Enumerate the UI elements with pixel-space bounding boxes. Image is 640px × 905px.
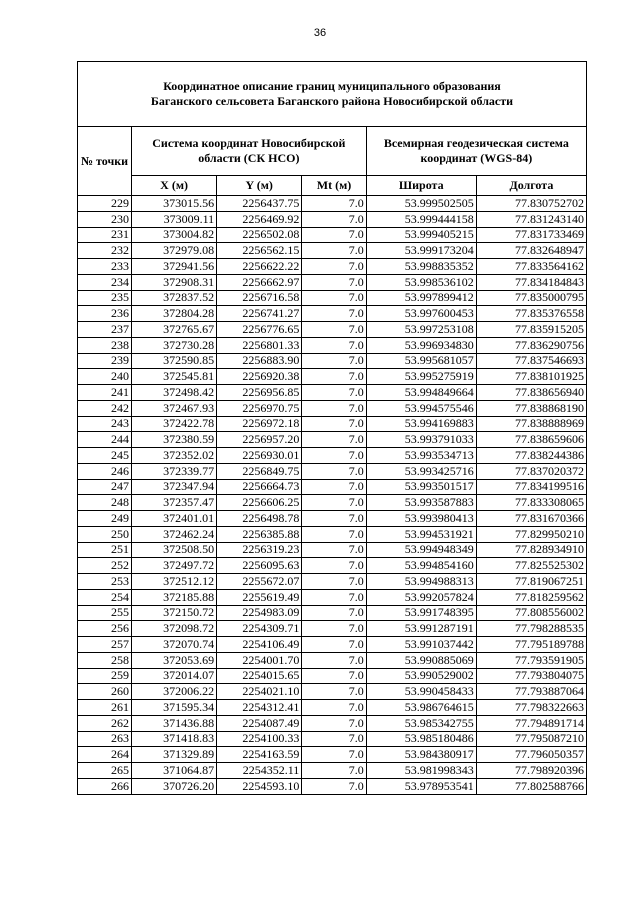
table-row [78, 778, 587, 794]
y-cell: 2256849.75 [217, 463, 302, 479]
header-local-system: Система координат Новосибирской области (СК НСО) [132, 127, 367, 176]
x-cell: 372401.01 [132, 511, 217, 527]
point-number-cell: 235 [78, 290, 132, 306]
table-row [78, 385, 587, 401]
table-row [78, 542, 587, 558]
table-row [78, 747, 587, 763]
header-wgs-system: Всемирная геодезическая система координат (WGS-84) [366, 127, 586, 176]
y-cell: 2256469.92 [217, 211, 302, 227]
table-row [78, 621, 587, 637]
mt-cell: 7.0 [302, 243, 366, 259]
latitude-cell: 53.990529002 [366, 668, 476, 684]
x-cell: 372422.78 [132, 416, 217, 432]
header-point-number: № точки [78, 127, 132, 196]
coordinate-rows [78, 196, 587, 795]
longitude-cell: 77.793591905 [476, 652, 586, 668]
point-number-cell: 236 [78, 306, 132, 322]
x-cell: 372979.08 [132, 243, 217, 259]
latitude-cell: 53.994988313 [366, 574, 476, 590]
table-row [78, 763, 587, 779]
mt-cell: 7.0 [302, 684, 366, 700]
y-cell: 2256957.20 [217, 432, 302, 448]
table-row [78, 684, 587, 700]
longitude-cell: 77.793804075 [476, 668, 586, 684]
latitude-cell: 53.991748395 [366, 605, 476, 621]
mt-cell: 7.0 [302, 715, 366, 731]
longitude-cell: 77.835915205 [476, 322, 586, 338]
point-number-cell: 232 [78, 243, 132, 259]
y-cell: 2254312.41 [217, 700, 302, 716]
longitude-cell: 77.828934910 [476, 542, 586, 558]
mt-cell: 7.0 [302, 337, 366, 353]
y-cell: 2254309.71 [217, 621, 302, 637]
table-row [78, 668, 587, 684]
table-row [78, 322, 587, 338]
mt-cell: 7.0 [302, 463, 366, 479]
mt-cell: 7.0 [302, 400, 366, 416]
longitude-cell: 77.830752702 [476, 196, 586, 212]
point-number-cell: 251 [78, 542, 132, 558]
longitude-cell: 77.835376558 [476, 306, 586, 322]
table-row [78, 558, 587, 574]
point-number-cell: 243 [78, 416, 132, 432]
latitude-cell: 53.994849664 [366, 385, 476, 401]
x-cell: 371329.89 [132, 747, 217, 763]
mt-cell: 7.0 [302, 652, 366, 668]
x-cell: 372014.07 [132, 668, 217, 684]
point-number-cell: 255 [78, 605, 132, 621]
mt-cell: 7.0 [302, 574, 366, 590]
longitude-cell: 77.834199516 [476, 479, 586, 495]
table-row [78, 337, 587, 353]
point-number-cell: 260 [78, 684, 132, 700]
latitude-cell: 53.994531921 [366, 526, 476, 542]
point-number-cell: 241 [78, 385, 132, 401]
y-cell: 2256741.27 [217, 306, 302, 322]
y-cell: 2256095.63 [217, 558, 302, 574]
point-number-cell: 230 [78, 211, 132, 227]
y-cell: 2256664.73 [217, 479, 302, 495]
point-number-cell: 247 [78, 479, 132, 495]
mt-cell: 7.0 [302, 369, 366, 385]
point-number-cell: 244 [78, 432, 132, 448]
longitude-cell: 77.819067251 [476, 574, 586, 590]
point-number-cell: 266 [78, 778, 132, 794]
title-line-2: Баганского сельсовета Баганского района Новосибирской области [150, 94, 514, 108]
table-row [78, 511, 587, 527]
mt-cell: 7.0 [302, 196, 366, 212]
longitude-cell: 77.838244386 [476, 448, 586, 464]
latitude-cell: 53.995275919 [366, 369, 476, 385]
x-cell: 372098.72 [132, 621, 217, 637]
latitude-cell: 53.993587883 [366, 495, 476, 511]
table-row [78, 448, 587, 464]
latitude-cell: 53.993425716 [366, 463, 476, 479]
x-cell: 373009.11 [132, 211, 217, 227]
mt-cell: 7.0 [302, 526, 366, 542]
longitude-cell: 77.837020372 [476, 463, 586, 479]
x-cell: 372467.93 [132, 400, 217, 416]
x-cell: 372730.28 [132, 337, 217, 353]
point-number-cell: 259 [78, 668, 132, 684]
mt-cell: 7.0 [302, 763, 366, 779]
latitude-cell: 53.994575546 [366, 400, 476, 416]
table-row [78, 589, 587, 605]
table-row [78, 227, 587, 243]
x-cell: 371436.88 [132, 715, 217, 731]
y-cell: 2254593.10 [217, 778, 302, 794]
point-number-cell: 229 [78, 196, 132, 212]
point-number-cell: 254 [78, 589, 132, 605]
table-row [78, 211, 587, 227]
mt-cell: 7.0 [302, 542, 366, 558]
y-cell: 2256319.23 [217, 542, 302, 558]
longitude-cell: 77.831670366 [476, 511, 586, 527]
y-cell: 2254983.09 [217, 605, 302, 621]
x-cell: 371064.87 [132, 763, 217, 779]
x-cell: 372352.02 [132, 448, 217, 464]
latitude-cell: 53.999502505 [366, 196, 476, 212]
header-mt: Mt (м) [302, 176, 366, 196]
y-cell: 2256502.08 [217, 227, 302, 243]
mt-cell: 7.0 [302, 511, 366, 527]
table-row [78, 731, 587, 747]
mt-cell: 7.0 [302, 747, 366, 763]
longitude-cell: 77.808556002 [476, 605, 586, 621]
latitude-cell: 53.997253108 [366, 322, 476, 338]
table-row [78, 400, 587, 416]
point-number-cell: 261 [78, 700, 132, 716]
mt-cell: 7.0 [302, 322, 366, 338]
table-row [78, 196, 587, 212]
table-row [78, 574, 587, 590]
point-number-cell: 264 [78, 747, 132, 763]
longitude-cell: 77.802588766 [476, 778, 586, 794]
point-number-cell: 258 [78, 652, 132, 668]
point-number-cell: 242 [78, 400, 132, 416]
longitude-cell: 77.829950210 [476, 526, 586, 542]
y-cell: 2256662.97 [217, 274, 302, 290]
point-number-cell: 233 [78, 259, 132, 275]
y-cell: 2255672.07 [217, 574, 302, 590]
longitude-cell: 77.793887064 [476, 684, 586, 700]
longitude-cell: 77.795189788 [476, 637, 586, 653]
latitude-cell: 53.992057824 [366, 589, 476, 605]
mt-cell: 7.0 [302, 479, 366, 495]
table-row [78, 290, 587, 306]
x-cell: 371418.83 [132, 731, 217, 747]
longitude-cell: 77.833308065 [476, 495, 586, 511]
point-number-cell: 239 [78, 353, 132, 369]
longitude-cell: 77.796050357 [476, 747, 586, 763]
y-cell: 2256776.65 [217, 322, 302, 338]
x-cell: 372462.24 [132, 526, 217, 542]
longitude-cell: 77.794891714 [476, 715, 586, 731]
table-row [78, 432, 587, 448]
table-row [78, 369, 587, 385]
x-cell: 372941.56 [132, 259, 217, 275]
x-cell: 372497.72 [132, 558, 217, 574]
x-cell: 372765.67 [132, 322, 217, 338]
point-number-cell: 231 [78, 227, 132, 243]
longitude-cell: 77.831243140 [476, 211, 586, 227]
mt-cell: 7.0 [302, 637, 366, 653]
y-cell: 2256437.75 [217, 196, 302, 212]
y-cell: 2254087.49 [217, 715, 302, 731]
x-cell: 372006.22 [132, 684, 217, 700]
point-number-cell: 257 [78, 637, 132, 653]
y-cell: 2256956.85 [217, 385, 302, 401]
longitude-cell: 77.838101925 [476, 369, 586, 385]
latitude-cell: 53.994948349 [366, 542, 476, 558]
latitude-cell: 53.993534713 [366, 448, 476, 464]
longitude-cell: 77.798288535 [476, 621, 586, 637]
latitude-cell: 53.993501517 [366, 479, 476, 495]
latitude-cell: 53.994854160 [366, 558, 476, 574]
x-cell: 372545.81 [132, 369, 217, 385]
longitude-cell: 77.833564162 [476, 259, 586, 275]
x-cell: 372498.42 [132, 385, 217, 401]
mt-cell: 7.0 [302, 700, 366, 716]
x-cell: 372837.52 [132, 290, 217, 306]
y-cell: 2256930.01 [217, 448, 302, 464]
latitude-cell: 53.990458433 [366, 684, 476, 700]
x-cell: 372053.69 [132, 652, 217, 668]
latitude-cell: 53.999173204 [366, 243, 476, 259]
latitude-cell: 53.997600453 [366, 306, 476, 322]
mt-cell: 7.0 [302, 227, 366, 243]
y-cell: 2256622.22 [217, 259, 302, 275]
x-cell: 372380.59 [132, 432, 217, 448]
mt-cell: 7.0 [302, 211, 366, 227]
y-cell: 2256498.78 [217, 511, 302, 527]
latitude-cell: 53.984380917 [366, 747, 476, 763]
point-number-cell: 237 [78, 322, 132, 338]
x-cell: 373015.56 [132, 196, 217, 212]
latitude-cell: 53.981998343 [366, 763, 476, 779]
point-number-cell: 263 [78, 731, 132, 747]
mt-cell: 7.0 [302, 448, 366, 464]
longitude-cell: 77.795087210 [476, 731, 586, 747]
table-row [78, 495, 587, 511]
y-cell: 2254021.10 [217, 684, 302, 700]
point-number-cell: 262 [78, 715, 132, 731]
x-cell: 372150.72 [132, 605, 217, 621]
y-cell: 2254106.49 [217, 637, 302, 653]
x-cell: 372357.47 [132, 495, 217, 511]
mt-cell: 7.0 [302, 668, 366, 684]
longitude-cell: 77.836290756 [476, 337, 586, 353]
y-cell: 2254163.59 [217, 747, 302, 763]
longitude-cell: 77.798322663 [476, 700, 586, 716]
coordinates-table [77, 61, 587, 795]
mt-cell: 7.0 [302, 274, 366, 290]
header-latitude: Широта [366, 176, 476, 196]
mt-cell: 7.0 [302, 432, 366, 448]
latitude-cell: 53.990885069 [366, 652, 476, 668]
mt-cell: 7.0 [302, 621, 366, 637]
table-row [78, 652, 587, 668]
table-row [78, 526, 587, 542]
longitude-cell: 77.838659606 [476, 432, 586, 448]
latitude-cell: 53.997899412 [366, 290, 476, 306]
x-cell: 372590.85 [132, 353, 217, 369]
table-row [78, 700, 587, 716]
table-row [78, 715, 587, 731]
mt-cell: 7.0 [302, 605, 366, 621]
y-cell: 2256972.18 [217, 416, 302, 432]
point-number-cell: 246 [78, 463, 132, 479]
y-cell: 2256970.75 [217, 400, 302, 416]
latitude-cell: 53.978953541 [366, 778, 476, 794]
table-row [78, 637, 587, 653]
latitude-cell: 53.993980413 [366, 511, 476, 527]
latitude-cell: 53.985342755 [366, 715, 476, 731]
latitude-cell: 53.985180486 [366, 731, 476, 747]
y-cell: 2256562.15 [217, 243, 302, 259]
y-cell: 2256801.33 [217, 337, 302, 353]
latitude-cell: 53.996934830 [366, 337, 476, 353]
table-row [78, 463, 587, 479]
mt-cell: 7.0 [302, 290, 366, 306]
y-cell: 2254001.70 [217, 652, 302, 668]
point-number-cell: 240 [78, 369, 132, 385]
x-cell: 370726.20 [132, 778, 217, 794]
table-row [78, 274, 587, 290]
title-line-1: Координатное описание границ муниципального образования [163, 79, 501, 93]
longitude-cell: 77.834184843 [476, 274, 586, 290]
y-cell: 2254100.33 [217, 731, 302, 747]
latitude-cell: 53.998835352 [366, 259, 476, 275]
latitude-cell: 53.991037442 [366, 637, 476, 653]
longitude-cell: 77.838888969 [476, 416, 586, 432]
latitude-cell: 53.986764615 [366, 700, 476, 716]
table-row [78, 479, 587, 495]
mt-cell: 7.0 [302, 558, 366, 574]
latitude-cell: 53.995681057 [366, 353, 476, 369]
table-row [78, 353, 587, 369]
y-cell: 2255619.49 [217, 589, 302, 605]
point-number-cell: 248 [78, 495, 132, 511]
mt-cell: 7.0 [302, 731, 366, 747]
x-cell: 372339.77 [132, 463, 217, 479]
x-cell: 372512.12 [132, 574, 217, 590]
mt-cell: 7.0 [302, 353, 366, 369]
latitude-cell: 53.999405215 [366, 227, 476, 243]
table-row [78, 243, 587, 259]
x-cell: 372908.31 [132, 274, 217, 290]
point-number-cell: 245 [78, 448, 132, 464]
longitude-cell: 77.798920396 [476, 763, 586, 779]
table-row [78, 605, 587, 621]
x-cell: 372070.74 [132, 637, 217, 653]
page-number: 36 [313, 27, 327, 39]
point-number-cell: 234 [78, 274, 132, 290]
point-number-cell: 265 [78, 763, 132, 779]
latitude-cell: 53.994169883 [366, 416, 476, 432]
latitude-cell: 53.999444158 [366, 211, 476, 227]
y-cell: 2256920.38 [217, 369, 302, 385]
x-cell: 372347.94 [132, 479, 217, 495]
header-x: X (м) [132, 176, 217, 196]
y-cell: 2256606.25 [217, 495, 302, 511]
latitude-cell: 53.991287191 [366, 621, 476, 637]
mt-cell: 7.0 [302, 385, 366, 401]
table-title [78, 62, 587, 127]
y-cell: 2254352.11 [217, 763, 302, 779]
mt-cell: 7.0 [302, 495, 366, 511]
longitude-cell: 77.838868190 [476, 400, 586, 416]
x-cell: 371595.34 [132, 700, 217, 716]
point-number-cell: 238 [78, 337, 132, 353]
longitude-cell: 77.825525302 [476, 558, 586, 574]
y-cell: 2256716.58 [217, 290, 302, 306]
y-cell: 2254015.65 [217, 668, 302, 684]
table-row [78, 259, 587, 275]
longitude-cell: 77.818259562 [476, 589, 586, 605]
mt-cell: 7.0 [302, 416, 366, 432]
x-cell: 372804.28 [132, 306, 217, 322]
point-number-cell: 250 [78, 526, 132, 542]
table-row [78, 416, 587, 432]
x-cell: 372185.88 [132, 589, 217, 605]
x-cell: 372508.50 [132, 542, 217, 558]
point-number-cell: 249 [78, 511, 132, 527]
longitude-cell: 77.831733469 [476, 227, 586, 243]
point-number-cell: 253 [78, 574, 132, 590]
longitude-cell: 77.832648947 [476, 243, 586, 259]
longitude-cell: 77.838656940 [476, 385, 586, 401]
longitude-cell: 77.837546693 [476, 353, 586, 369]
header-y: Y (м) [217, 176, 302, 196]
latitude-cell: 53.993791033 [366, 432, 476, 448]
header-longitude: Долгота [476, 176, 586, 196]
y-cell: 2256385.88 [217, 526, 302, 542]
table-row [78, 306, 587, 322]
longitude-cell: 77.835000795 [476, 290, 586, 306]
y-cell: 2256883.90 [217, 353, 302, 369]
latitude-cell: 53.998536102 [366, 274, 476, 290]
mt-cell: 7.0 [302, 589, 366, 605]
point-number-cell: 252 [78, 558, 132, 574]
mt-cell: 7.0 [302, 306, 366, 322]
point-number-cell: 256 [78, 621, 132, 637]
mt-cell: 7.0 [302, 259, 366, 275]
mt-cell: 7.0 [302, 778, 366, 794]
x-cell: 373004.82 [132, 227, 217, 243]
